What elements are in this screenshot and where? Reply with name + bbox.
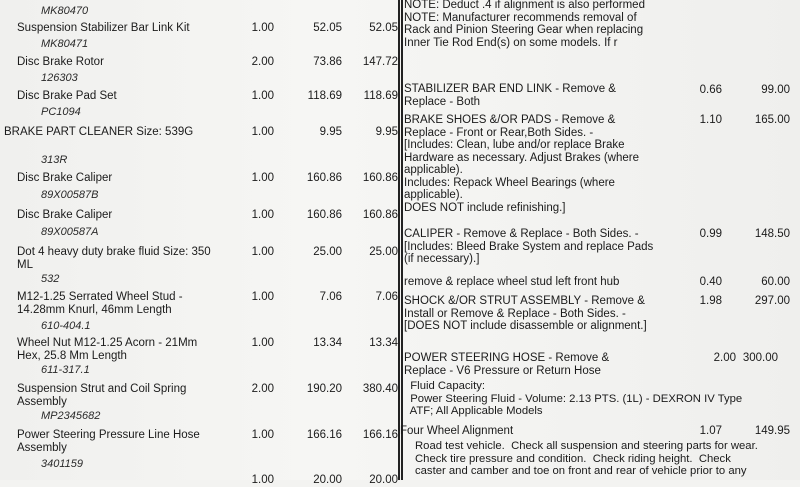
- part-row: [0, 290, 398, 334]
- part-description: Disc Brake Caliper: [17, 172, 113, 184]
- part-qty: 1.00: [251, 474, 274, 486]
- labor-row: [404, 114, 800, 224]
- part-row: [0, 124, 398, 168]
- part-row: [0, 474, 398, 484]
- part-description: Disc Brake Pad Set: [17, 90, 117, 102]
- part-qty: 1.00: [251, 291, 274, 303]
- part-description: Disc Brake Caliper: [17, 209, 113, 221]
- part-extended: 9.95: [375, 126, 398, 138]
- labor-description: SHOCK &/OR STRUT ASSEMBLY - Remove & Install or Remove & Replace - Both Sides. - [DOES NOT include disassemble or alignment.]: [404, 295, 647, 332]
- labor-description: Four Wheel Alignment: [400, 425, 514, 437]
- part-row: [0, 0, 398, 20]
- labor-row: [404, 228, 800, 272]
- part-number: 89X00587A: [41, 226, 99, 238]
- labor-hours: 0.99: [699, 228, 722, 240]
- part-row: [0, 206, 398, 240]
- part-extended: 118.69: [363, 90, 398, 102]
- part-qty: 1.00: [251, 246, 274, 258]
- part-number: 126303: [41, 72, 78, 84]
- part-number: 313R: [41, 154, 68, 166]
- part-extended: 25.00: [369, 246, 398, 258]
- part-number: PC1094: [41, 106, 81, 118]
- part-extended: 166.16: [362, 429, 398, 441]
- part-extended: 20.00: [369, 474, 398, 486]
- part-description: Disc Brake Rotor: [17, 56, 104, 68]
- part-price: 160.86: [306, 172, 342, 184]
- labor-row: [400, 425, 800, 441]
- part-qty: 1.00: [251, 337, 274, 349]
- labor-amount: 148.50: [754, 228, 790, 240]
- labor-amount: 297.00: [754, 295, 790, 307]
- part-description: M12-1.25 Serrated Wheel Stud - 14.28mm Knurl, 46mm Length: [17, 291, 183, 316]
- labor-amount: 99.00: [761, 84, 790, 96]
- part-description: Suspension Strut and Coil Spring Assembly: [17, 383, 187, 408]
- labor-amount: 60.00: [761, 276, 790, 288]
- part-row: [0, 336, 398, 380]
- part-price: 7.06: [319, 291, 342, 303]
- part-row: [0, 170, 398, 204]
- part-number: MP2345682: [41, 410, 101, 422]
- part-description: Dot 4 heavy duty brake fluid Size: 350 ML: [17, 246, 211, 271]
- part-description: BRAKE PART CLEANER Size: 539G: [4, 126, 194, 138]
- alignment-note: Road test vehicle. Check all suspension and steering parts for wear. Check tire pressure and condition. Check riding height. Check caster and camber and toe on front and rear of vehicle prior to any: [415, 440, 758, 477]
- part-row: [0, 382, 398, 426]
- part-row: [0, 244, 398, 288]
- labor-hours: 2.00: [713, 352, 736, 364]
- part-price: 166.16: [306, 429, 342, 441]
- part-description: Power Steering Pressure Line Hose Assembly: [17, 429, 200, 454]
- part-number: 532: [41, 273, 60, 285]
- part-number: 611-317.1: [41, 364, 90, 376]
- part-extended: 147.72: [362, 56, 398, 68]
- part-price: 52.05: [313, 22, 342, 34]
- part-qty: 1.00: [251, 209, 274, 221]
- part-qty: 1.00: [251, 126, 274, 138]
- part-price: 73.86: [313, 56, 342, 68]
- labor-amount: 165.00: [754, 114, 790, 126]
- column-divider-left: [398, 0, 400, 480]
- part-number: 610-404.1: [41, 320, 91, 332]
- labor-hours: 0.66: [699, 84, 722, 96]
- notes-top: NOTE: Deduct .4 if alignment is also performed NOTE: Manufacturer recommends removal of Rack and Pinion Steering Gear when replacing Inner Tie Rod End(s) on some models. If r: [404, 0, 645, 49]
- labor-hours: 1.10: [699, 114, 722, 126]
- part-number: 3401159: [41, 458, 84, 470]
- part-price: 25.00: [313, 246, 342, 258]
- part-description: Wheel Nut M12-1.25 Acorn - 21Mm Hex, 25.8 Mm Length: [17, 337, 198, 362]
- part-price: 160.86: [306, 209, 342, 221]
- labor-row: [404, 83, 800, 113]
- part-qty: 1.00: [251, 172, 274, 184]
- labor-amount: 300.00: [742, 352, 778, 364]
- part-description: Suspension Stabilizer Bar Link Kit: [17, 22, 190, 34]
- part-qty: 2.00: [251, 56, 274, 68]
- part-price: 13.34: [313, 337, 342, 349]
- part-row: [0, 54, 398, 86]
- labor-amount: 149.95: [754, 425, 790, 437]
- part-extended: 160.86: [362, 209, 398, 221]
- part-number: MK80471: [41, 38, 89, 50]
- part-extended: 52.05: [369, 22, 398, 34]
- column-divider-right: [401, 0, 403, 480]
- fluid-capacity-note: Fluid Capacity: Power Steering Fluid - Volume: 2.13 PTS. (1L) - DEXRON IV Type ATF; All Applicable Models: [409, 380, 743, 417]
- part-qty: 2.00: [251, 383, 274, 395]
- labor-hours: 0.40: [699, 276, 722, 288]
- part-row: [0, 20, 398, 52]
- part-qty: 1.00: [251, 90, 274, 102]
- labor-description: remove & replace wheel stud left front hub: [404, 276, 620, 288]
- part-extended: 380.40: [362, 383, 398, 395]
- part-price: 118.69: [307, 90, 342, 102]
- part-price: 190.20: [306, 383, 342, 395]
- labor-row: [404, 352, 800, 380]
- part-row: [0, 88, 398, 120]
- labor-row: [404, 295, 800, 347]
- labor-row: [404, 276, 800, 292]
- labor-hours: 1.07: [699, 425, 722, 437]
- labor-hours: 1.98: [699, 295, 722, 307]
- part-number: 89X00587B: [41, 189, 99, 201]
- part-number: MK80470: [41, 5, 89, 17]
- labor-description: POWER STEERING HOSE - Remove & Replace - V6 Pressure or Return Hose: [404, 352, 610, 377]
- labor-description: STABILIZER BAR END LINK - Remove & Replace - Both: [404, 83, 616, 108]
- part-extended: 13.34: [369, 337, 398, 349]
- part-row: [0, 428, 398, 472]
- labor-description: CALIPER - Remove & Replace - Both Sides. - [Includes: Bleed Brake System and replace Pads (if necessary).]: [404, 228, 654, 265]
- part-price: 9.95: [319, 126, 342, 138]
- part-price: 20.00: [313, 474, 342, 486]
- part-qty: 1.00: [251, 429, 274, 441]
- part-extended: 160.86: [362, 172, 398, 184]
- part-extended: 7.06: [375, 291, 398, 303]
- labor-description: BRAKE SHOES &/OR PADS - Remove & Replace - Front or Rear,Both Sides. - [Includes: Clean, lube and/or replace Brake Hardware as necessary. Adjust Brakes (where applicable). Includes: Repack Wheel Bearings (where applicable). DOES NOT include refinishing.]: [404, 114, 639, 214]
- part-qty: 1.00: [251, 22, 274, 34]
